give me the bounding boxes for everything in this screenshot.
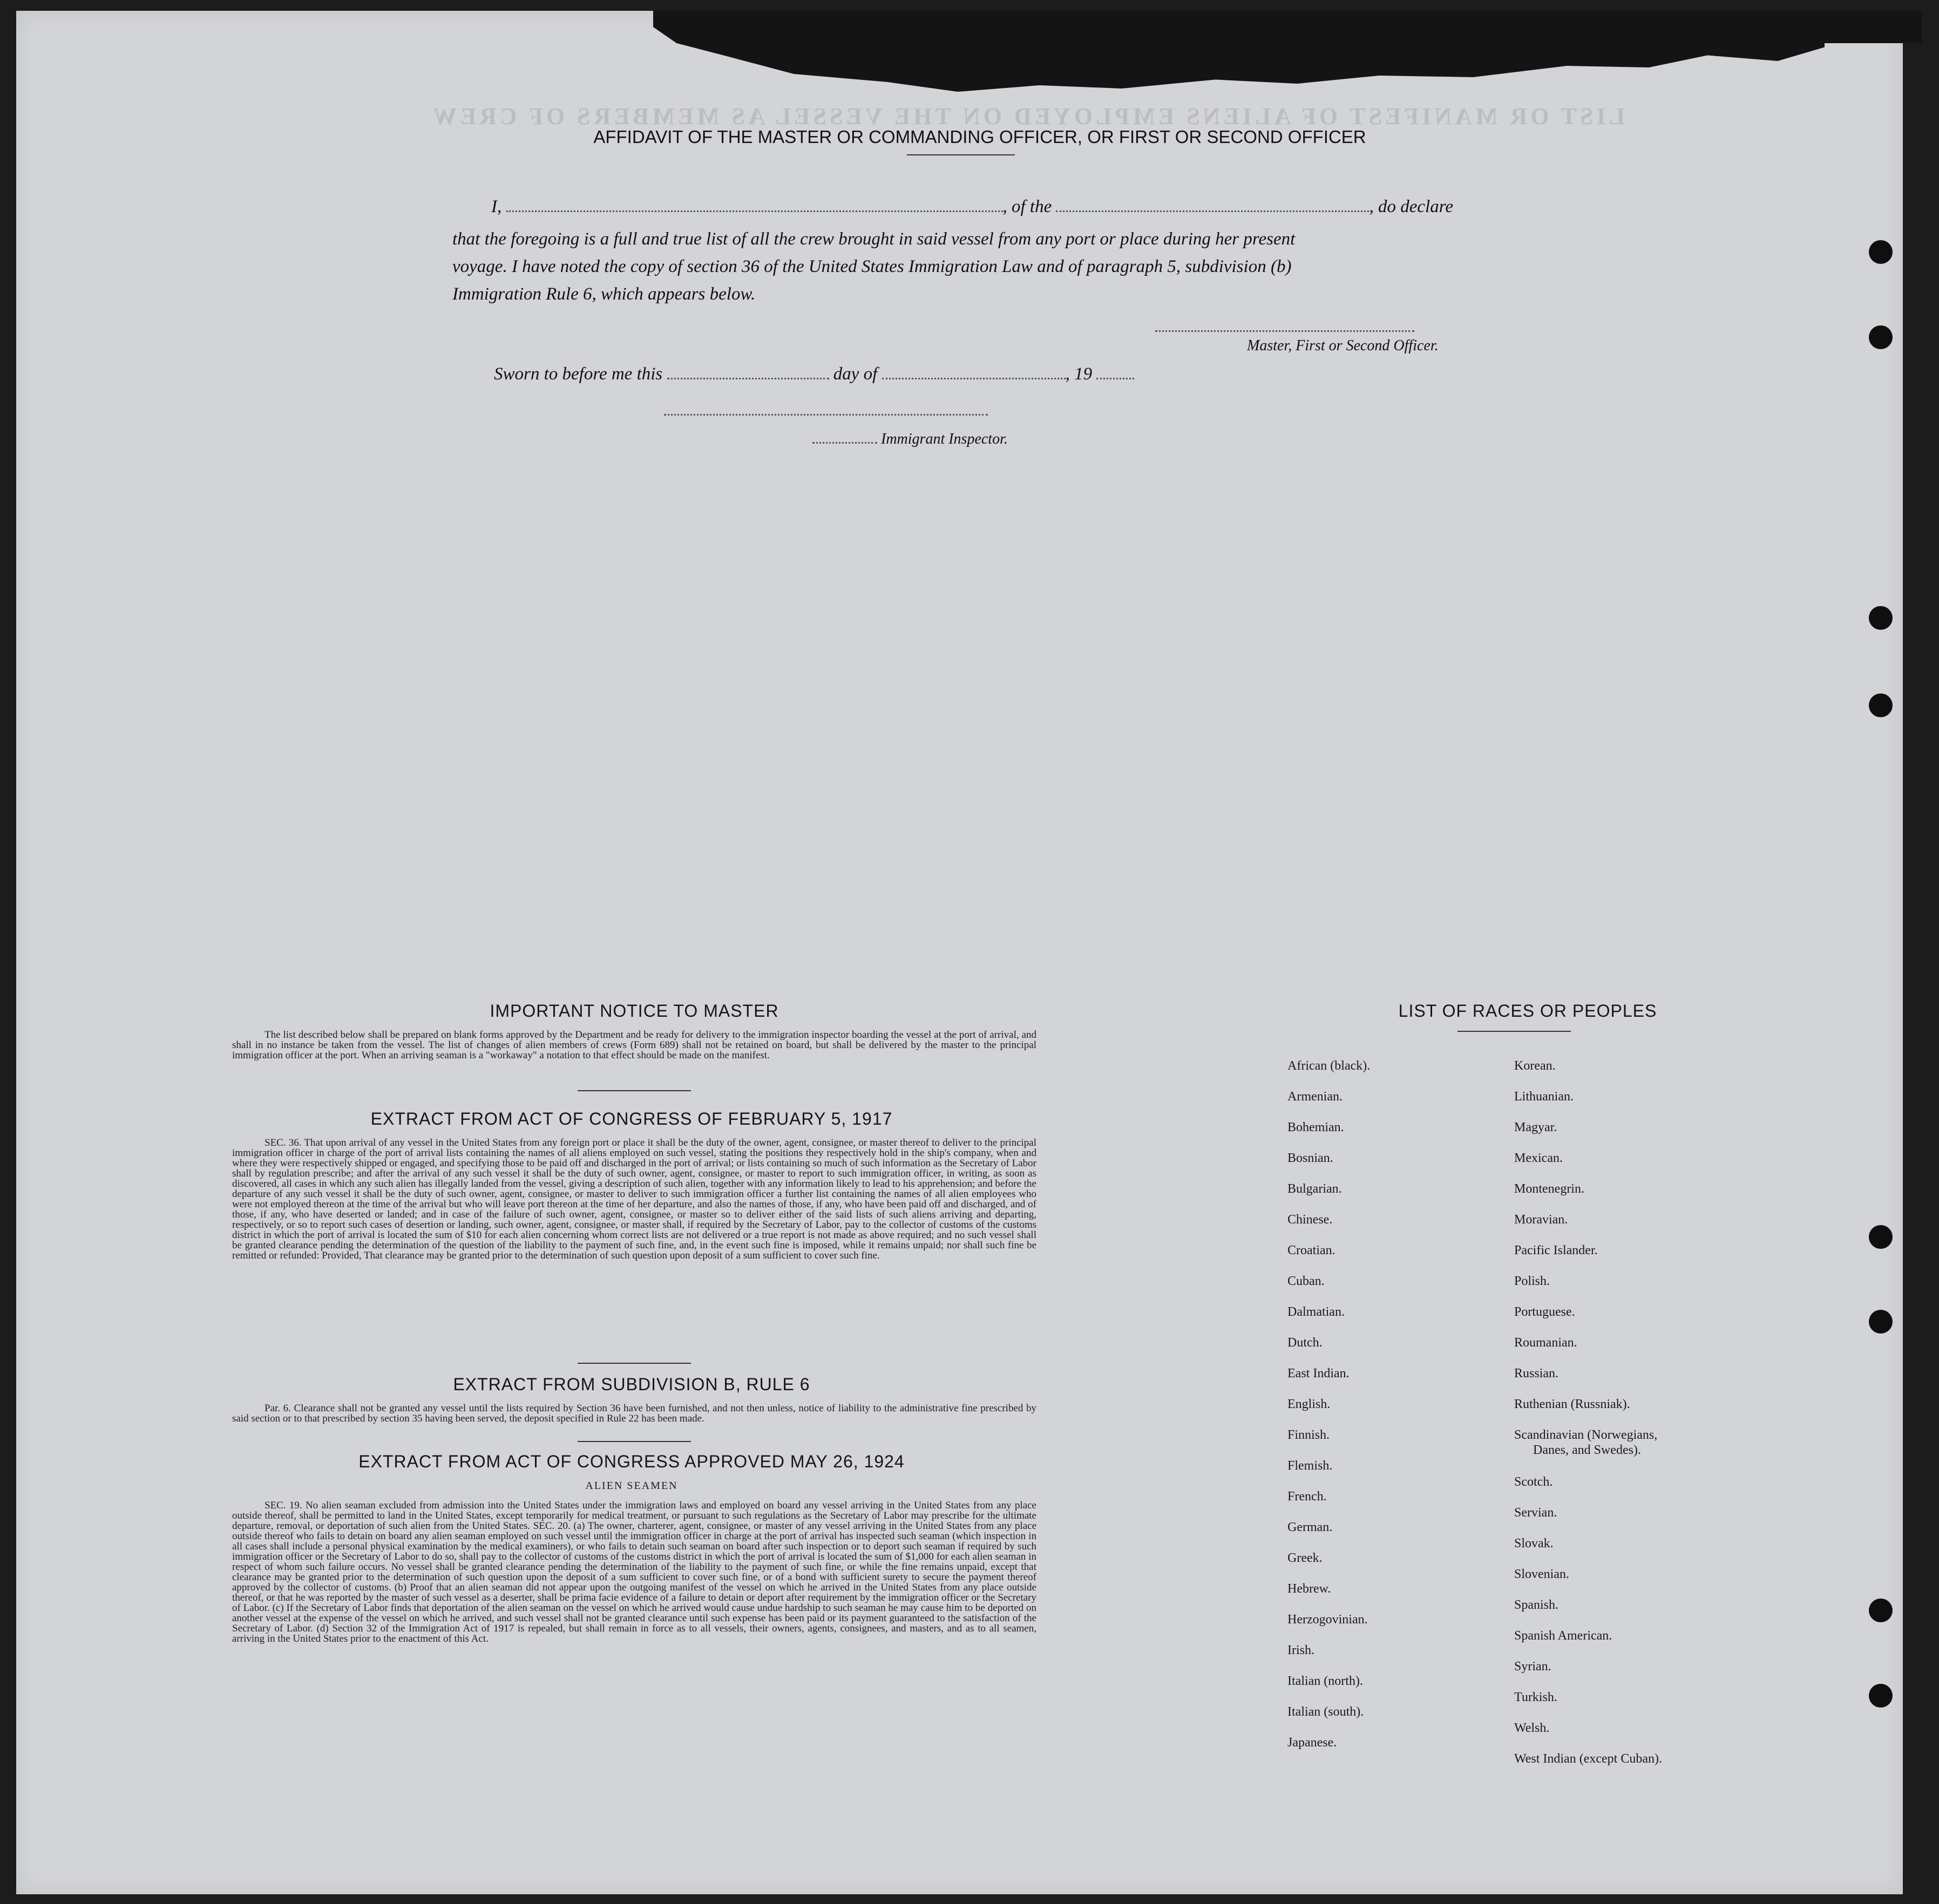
race-item: Slovak. (1514, 1536, 1554, 1551)
day-of-label: day of (833, 364, 878, 384)
bleed-through-title: LIST OR MANIFEST OF ALIENS EMPLOYED ON THE VESSEL AS MEMBERS OF CREW (430, 103, 1625, 130)
race-item: French. (1287, 1490, 1327, 1504)
race-item: Servian. (1514, 1506, 1557, 1520)
race-item: Finnish. (1287, 1428, 1330, 1442)
race-item: East Indian. (1287, 1366, 1350, 1381)
sworn-day-field[interactable] (667, 378, 829, 379)
race-item: Armenian. (1287, 1090, 1343, 1104)
section-rule (578, 1090, 691, 1091)
race-item: Herzogovinian. (1287, 1613, 1368, 1627)
race-item: Bohemian. (1287, 1120, 1344, 1134)
punch-hole (1869, 1599, 1893, 1622)
extract-1917-text: SEC. 36. That upon arrival of any vessel in the United States from any foreign port or place it shall be the duty of the owner, agent, consignee, or master thereof to deliver to the principal immigration officer in charge of the port of arrival lists containing the names of all aliens employed on such vessel, stating the positions they respectively hold in the ship's company, when and where they were respectively shipped or engaged, and specifying those to be paid off and discharged in the port of arrival; or lists containing so much of such information as the Secretary of Labor shall by regulation prescribe; and after the arrival of any such vessel it shall be the duty of such owner, agent, consignee, or master to report to such immigration officer, in writing, as soon as discovered, all cases in which any such alien has illegally landed from the vessel, giving a description of such alien, together with any information likely to lead to his apprehension; and before the departure of any such vessel it shall be the duty of such owner, agent, consignee, or master to deliver to such immigration officer a further list containing the names of all alien employees who were not employed thereon at the time of the arrival but who will leave port thereon at the time of her departure, and also the names of those, if any, who have been paid off and discharged, and of those, if any, who have deserted or landed; and in case of the failure of such owner, agent, consignee, or master so to deliver either of the said lists of such aliens arriving and departing, respectively, or so to report such cases of desertion or landing, such owner, agent, consignee, or master shall, if required by the Secretary of Labor, pay to the collector of customs of the customs district in which the port of arrival is located the sum of $10 for each alien concerning whom correct lists are not delivered or a true report is not made as above required; and no such vessel shall be granted clearance pending the determination of the question of the liability to the payment of such fine, and, in the event such fine is imposed, while it remains unpaid; nor shall such fine be remitted or refunded: Provided, That clearance may be granted prior to the determination of such question upon deposit of a sum sufficient to cover such fine. (232, 1137, 1036, 1261)
race-item: Roumanian. (1514, 1336, 1577, 1350)
punch-hole (1869, 1225, 1893, 1249)
affidavit-heading: AFFIDAVIT OF THE MASTER OR COMMANDING OFFICER, OR FIRST OR SECOND OFFICER (593, 127, 1366, 147)
race-item: West Indian (except Cuban). (1514, 1752, 1662, 1766)
race-item: Flemish. (1287, 1459, 1333, 1473)
affidavit-line-2: voyage. I have noted the copy of section 36 of the United States Immigration Law and of paragraph 5, subdivision (b) (452, 257, 1292, 276)
races-heading: LIST OF RACES OR PEOPLES (1398, 1001, 1657, 1021)
punch-hole (1869, 325, 1893, 349)
section-rule (578, 1441, 691, 1442)
extract-1924-text: SEC. 19. No alien seaman excluded from admission into the United States under the immigration laws and employed on board any vessel arriving in the United States from any place outside thereof, shall be permitted to land in the United States, except temporarily for medical treatment, or pursuant to such regulations as the Secretary of Labor may prescribe for the ultimate departure, removal, or deportation of such alien from the United States. SEC. 20. (a) The owner, charterer, agent, consignee, or master of any vessel arriving in the United States from any place outside thereof who fails to detain on board any alien seaman employed on such vessel until the immigration officer in charge at the port of arrival has inspected such seaman (which inspection in all cases shall include a personal physical examination by the medical examiners), or who fails to detain such seaman on board after such inspection or to deport such seaman if required by such immigration officer or the Secretary of Labor to do so, shall pay to the collector of customs of the customs district in which the port of arrival is located the sum of $1,000 for each alien seaman in respect of whom such failure occurs. No vessel shall be granted clearance pending the determination of the liability to the payment of such fine, or while the fine remains unpaid, except that clearance may be granted prior to the determination of such question upon the deposit of a sum sufficient to cover such fine, or of a bond with sufficient surety to secure the payment thereof approved by the collector of customs. (b) Proof that an alien seaman did not appear upon the outgoing manifest of the vessel on which he arrived in the United States from any place outside thereof, or that he was reported by the master of such vessel as a deserter, shall be prima facie evidence of a failure to detain or deport after requirement by the immigration officer or the Secretary of Labor. (c) If the Secretary of Labor finds that deportation of the alien seaman on the vessel on which he arrived would cause undue hardship to such seaman he may cause him to be deported on another vessel at the expense of the vessel on which he arrived, and such vessel shall not be granted clearance until such expense has been paid or its payment guaranteed to the satisfaction of the Secretary of Labor. (d) Section 32 of the Immigration Act of 1917 is repealed, but shall remain in force as to all vessels, their owners, agents, consignees, and masters, and as to all seamen, arriving in the United States prior to the enactment of this Act. (232, 1500, 1036, 1644)
race-item: Irish. (1287, 1643, 1314, 1657)
race-item: Spanish American. (1514, 1629, 1612, 1643)
race-item: Slovenian. (1514, 1567, 1569, 1581)
race-item: Bulgarian. (1287, 1182, 1342, 1196)
race-item: Pacific Islander. (1514, 1243, 1598, 1257)
race-item: Hebrew. (1287, 1582, 1331, 1596)
race-item: Scandinavian (Norwegians, (1514, 1428, 1658, 1442)
races-heading-rule (1457, 1031, 1571, 1032)
master-signature-line[interactable] (1155, 329, 1414, 332)
race-item: Magyar. (1514, 1120, 1557, 1134)
race-item: Montenegrin. (1514, 1182, 1584, 1196)
punch-hole (1869, 1684, 1893, 1708)
race-item: Welsh. (1514, 1721, 1550, 1735)
sworn-label: Sworn to before me this (494, 364, 663, 384)
torn-edge-corner (1781, 11, 1922, 43)
race-item: Dutch. (1287, 1336, 1323, 1350)
race-item: Ruthenian (Russniak). (1514, 1397, 1630, 1411)
notice-text: The list described below shall be prepared on blank forms approved by the Department and be ready for delivery to the immigration inspector boarding the vessel at the port of arrival, and shall in no instance be taken from the vessel. The list of changes of alien members of crews (Form 689) shall not be retained on board, but shall be delivered by the master to the principal immigration officer at the port. When an arriving seaman is a "workaway" a notation to that effect should be made on the manifest. (232, 1029, 1036, 1061)
extract-1917-heading: EXTRACT FROM ACT OF CONGRESS OF FEBRUARY 5, 1917 (370, 1109, 893, 1128)
affidavit-line-3: Immigration Rule 6, which appears below. (452, 284, 756, 304)
race-item: Mexican. (1514, 1151, 1563, 1165)
affidavit-body (452, 226, 1532, 308)
race-item: Polish. (1514, 1274, 1550, 1288)
race-item: African (black). (1287, 1059, 1371, 1073)
race-item: English. (1287, 1397, 1331, 1411)
sworn-year-field[interactable] (1096, 378, 1134, 379)
year-label: , 19 (1065, 364, 1093, 384)
race-item: Turkish. (1514, 1690, 1557, 1704)
race-item: Spanish. (1514, 1598, 1559, 1612)
torn-edge (653, 11, 1825, 92)
race-item: Japanese. (1287, 1736, 1337, 1750)
inspector-label: Immigrant Inspector. (881, 431, 1008, 447)
alien-seamen-subheading: ALIEN SEAMEN (585, 1480, 678, 1492)
race-item: Greek. (1287, 1551, 1323, 1565)
inspector-label-line (812, 431, 1008, 448)
sworn-line (494, 364, 1134, 384)
race-item: Bosnian. (1287, 1151, 1333, 1165)
race-item: Moravian. (1514, 1213, 1568, 1227)
heading-rule (907, 154, 1015, 155)
section-rule (578, 1363, 691, 1364)
punch-hole (1869, 606, 1893, 630)
race-item: Russian. (1514, 1366, 1559, 1381)
vessel-field[interactable] (1056, 210, 1369, 212)
race-item: Italian (north). (1287, 1674, 1363, 1688)
race-item: Croatian. (1287, 1243, 1335, 1257)
of-the-label: , of the (1002, 197, 1052, 216)
race-item: Portuguese. (1514, 1305, 1575, 1319)
race-item: Danes, and Swedes). (1533, 1443, 1641, 1457)
race-item: Scotch. (1514, 1475, 1553, 1489)
extract-rule6-text: Par. 6. Clearance shall not be granted any vessel until the lists required by Section 36 have been furnished, and not then unless, notice of liability to the administrative fine prescribed by said section or to that prescribed by section 35 having been served, the deposit specified in Rule 22 has been made. (232, 1403, 1036, 1424)
race-item: Chinese. (1287, 1213, 1333, 1227)
affidavit-line-1: that the foregoing is a full and true list of all the crew brought in said vessel from any port or place during her present (452, 229, 1296, 249)
inspector-name-field[interactable] (812, 442, 877, 444)
race-item: Lithuanian. (1514, 1090, 1574, 1104)
race-item: German. (1287, 1520, 1333, 1534)
punch-hole (1869, 1310, 1893, 1334)
punch-hole (1869, 693, 1893, 717)
race-item: Dalmatian. (1287, 1305, 1345, 1319)
race-item: Syrian. (1514, 1660, 1551, 1674)
name-field[interactable] (506, 210, 1003, 212)
master-signature-label: Master, First or Second Officer. (1247, 337, 1439, 354)
notice-heading: IMPORTANT NOTICE TO MASTER (490, 1001, 779, 1021)
race-item: Italian (south). (1287, 1705, 1364, 1719)
inspector-signature-line[interactable] (664, 413, 988, 416)
extract-rule6-heading: EXTRACT FROM SUBDIVISION B, RULE 6 (453, 1375, 810, 1394)
declaration-line (491, 197, 1517, 217)
document-page (16, 11, 1903, 1894)
race-item: Cuban. (1287, 1274, 1325, 1288)
punch-hole (1869, 240, 1893, 264)
do-declare-label: , do declare (1369, 197, 1453, 216)
extract-1924-heading: EXTRACT FROM ACT OF CONGRESS APPROVED MAY 26, 1924 (358, 1452, 905, 1471)
i-label: I, (491, 197, 502, 216)
sworn-month-field[interactable] (882, 378, 1066, 379)
race-item: Korean. (1514, 1059, 1556, 1073)
